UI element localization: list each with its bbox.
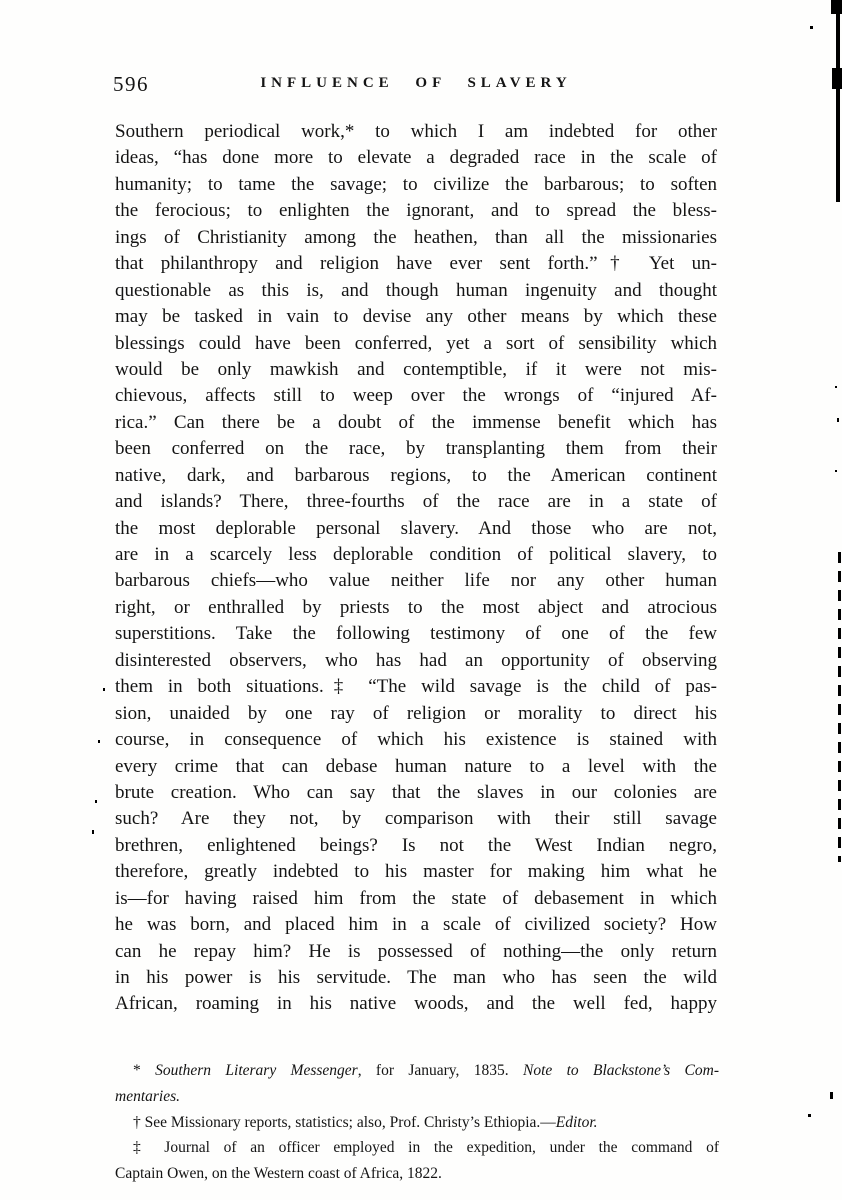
body-line: can he repay him? He is possessed of nothing—the only return [115, 940, 717, 962]
footnote-italic-text: Note to Blackstone’s Com- [522, 1062, 719, 1079]
footnotes [115, 1058, 719, 1187]
body-line: them in both situations.‡ “The wild savage is the child of pas- [115, 676, 717, 698]
body-line: would be only mawkish and contemptible, if it were not mis- [115, 358, 717, 380]
footnote-line [115, 1135, 719, 1161]
running-head [115, 70, 717, 100]
body-line: ings of Christianity among the heathen, than all the missionaries [115, 226, 717, 248]
footnote-line [115, 1161, 719, 1187]
body-line: therefore, greatly indebted to his master for making him what he [115, 861, 717, 883]
body-line: right, or enthralled by priests to the most abject and atrocious [115, 596, 717, 618]
body-line: Southern periodical work,* to which I am indebted for other [115, 121, 717, 142]
scan-artifact-dot [808, 1114, 811, 1117]
scan-artifact-speck [95, 800, 97, 803]
footnote-text: † See Missionary reports, statistics; also, Prof. Christy’s Ethiopia.— [133, 1113, 556, 1131]
body-line: in his power is his servitude. The man who has seen the wild [115, 967, 717, 988]
body-line: course, in consequence of which his existence is stained with [115, 729, 717, 751]
body-line: brethren, enlightened beings? Is not the West Indian negro, [115, 834, 717, 856]
scan-artifact-speck [92, 830, 94, 834]
body-line: superstitions. Take the following testimony of one of the few [115, 623, 717, 645]
scan-artifact-dot [810, 26, 813, 29]
footnote-text: * [133, 1062, 156, 1079]
scan-artifact-dot [835, 386, 837, 388]
body-line: the ferocious; to enlighten the ignorant, and to spread the bless- [115, 200, 717, 222]
scan-artifact-speck [98, 740, 100, 743]
body-line: is—for having raised him from the state of debasement in which [115, 887, 717, 909]
body-line: may be tasked in vain to devise any other means by which these [115, 306, 717, 328]
scan-artifact-speck [103, 688, 105, 691]
page-number: 596 [113, 72, 149, 96]
body-line: the most deplorable personal slavery. And those who are not, [115, 517, 717, 539]
body-line: every crime that can debase human nature to a level with the [115, 755, 717, 777]
body-text [115, 119, 717, 1018]
scan-artifact-streak [836, 10, 840, 202]
footnote-text: Captain Owen, on the Western coast of Africa, 1822. [115, 1165, 442, 1183]
body-line: he was born, and placed him in a scale of civilized society? How [115, 914, 717, 936]
footnote-text: ‡ Journal of an officer employed in the expedition, under the command of [133, 1139, 719, 1157]
running-title: INFLUENCE OF SLAVERY [260, 75, 572, 91]
footnote-line [115, 1084, 719, 1110]
scan-artifact-dashed-line [838, 552, 841, 862]
body-line: such? Are they not, by comparison with their still savage [115, 808, 717, 830]
footnote-italic-text: Editor. [555, 1113, 598, 1131]
body-line: questionable as this is, and though human ingenuity and thought [115, 279, 717, 301]
body-line: are in a scarcely less deplorable condition of political slavery, to [115, 544, 717, 565]
footnote-text: , for January, 1835. [357, 1062, 523, 1079]
footnote-line [115, 1058, 719, 1084]
footnote-italic-text: Southern Literary Messenger [155, 1062, 358, 1079]
scan-artifact-dot [837, 418, 839, 422]
scan-artifact-blob [832, 68, 842, 89]
scan-artifact-dot [835, 470, 837, 472]
footnote-line [115, 1110, 719, 1136]
scan-artifact-dot [830, 1092, 833, 1099]
body-line: sion, unaided by one ray of religion or morality to direct his [115, 702, 717, 724]
body-line: disinterested observers, who has had an opportunity of observing [115, 649, 717, 671]
body-line: blessings could have been conferred, yet a sort of sensibility which [115, 332, 717, 354]
body-line: native, dark, and barbarous regions, to the American continent [115, 464, 717, 486]
footnote-italic-text: mentaries. [115, 1087, 181, 1105]
body-line: ideas, “has done more to elevate a degraded race in the scale of [115, 147, 717, 169]
body-line: humanity; to tame the savage; to civilize the barbarous; to soften [115, 173, 717, 195]
body-line: and islands? There, three-fourths of the race are in a state of [115, 491, 717, 513]
body-line: rica.” Can there be a doubt of the immense benefit which has [115, 411, 717, 433]
body-line: barbarous chiefs—who value neither life nor any other human [115, 570, 717, 592]
body-line: African, roaming in his native woods, and the well fed, happy [115, 993, 717, 1015]
body-line: that philanthropy and religion have ever sent forth.”† Yet un- [115, 253, 717, 275]
body-line: been conferred on the race, by transplanting them from their [115, 438, 717, 460]
body-line: chievous, affects still to weep over the wrongs of “injured Af- [115, 385, 717, 407]
body-line: brute creation. Who can say that the slaves in our colonies are [115, 781, 717, 803]
